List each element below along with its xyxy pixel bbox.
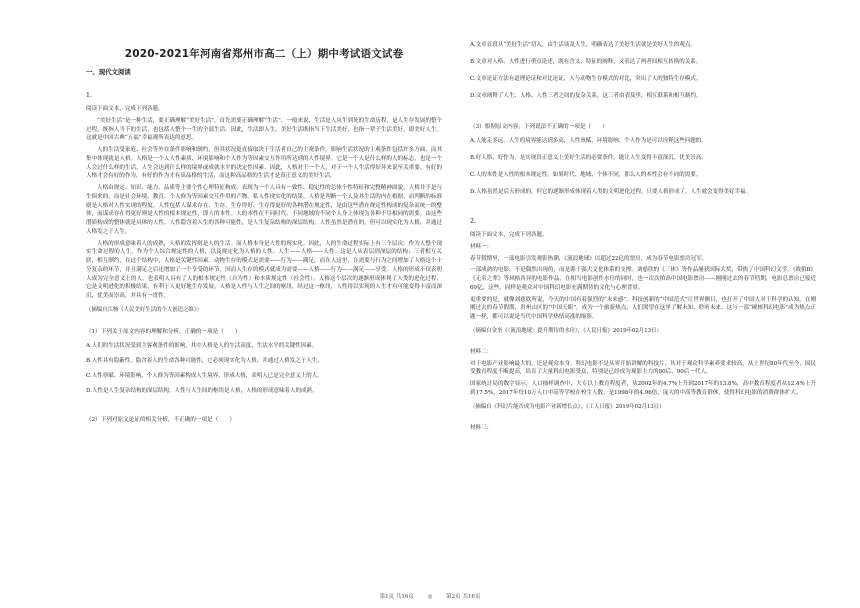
right-page [470,0,816,590]
question-number: 1. [86,92,92,99]
question-stem: （1）下列关于原文内容的理解和分析，正确的一项是（ ） [86,328,241,335]
material-label: 材料一： [470,243,493,250]
passage-paragraph: 人格由规定、知识、能力、品质等主要个性心理特征构成，表现为一个人具有一致性、稳定性的总体个性特征和完整精神面貌。人格并不是与生俱来的，而是社会环境、教育、个人修为等因素交互作用的产物。私人性现实化的结果。人格是判断一个人及其生活的内在根据，而判断的标准则是人格对人性实现的程度。人性包括人谋求存在、生存、生存得好、生存得更好的各种潜在规定性，是由这些潜在规定性构成的复杂而统一的整体，而谋求存在得更好则是人性的根本规定性，即人的本性。人的本性在不同时代、不同地域的不同个人身上体现为各种不尽相同的需要。由这些潜质构成的整体就是具体的人性。人性隐含着人生的各种可能性，是人生复杂结构的深层结构。人性虽然是潜在的，但可以现实化为人格，并通过人格发之于人生。 [86,185,442,235]
question-stem: （3）根据原文内容，下列说法不正确的一项是（ ） [470,124,608,130]
material-paragraph: 春节假期里，一部电影引发观影热潮，《流浪地球》以超过22亿的票房，成为春节电影票房冠军。 [470,255,708,262]
option-a[interactable]: A.人们的生活状况受到主客观条件的影响，其中人格是人的生活高度、生活水平的关键性因素。 [86,342,318,349]
option-a[interactable]: A.人能走多远，人生的境界能达到多高，人性禀赋、环境影响、个人作为是可以诠释这些问题的。 [470,138,707,144]
left-page [86,0,442,590]
material-label: 材料二： [470,348,493,355]
source-citation: （摘编自《科幻片能否成为电影产业新增长点》，《工人日报》2019年02月13日） [470,403,665,410]
passage-paragraph: 人的生活受家庭、社会等外在条件影响和制约，但其状况更直接取决于生活者自己的主观条件。影响生活状况的主观条件包括许多方面，而其集中体现就是人格。人格是一个人人性素质、环境影响和个人作为等因素交互作用所达到的人性境界。它是一个人是什么样的人的标志，也是一个人会过什么样的生活、人生会达到什么样的境界或成就水平的决定性因素。因此，人格对于一个人，对于一个人生活得好坏来说至关重要。有好的人格才会有好的作为，有好的作为才有高品格的生活，而这种高品格的生活才是真正意义的美好生活。 [86,147,442,180]
material-paragraph: 更重要的是，就像刘慈欣所说，今天的中国有着强烈的“未来感”。科技创新的“中国范式”让世界侧目，也打开了中国人对于科学的认知。在刚刚过去的春节假期，贵州山区的“中国天眼”，成为一个旅游热点，人们渴望在这里了解未知、聆听未来。这与一部“硬核科幻电影”成为热点正题一样，都可以说是当代中国科学热情高涨的缩影。 [470,296,816,320]
material-paragraph: 一部成熟的电影，不是偶然出现的，而是源于强大文化体系的支撑。刘慈欣的《三体》等作品屡获国际大奖，带热了中国科幻文学，《战狼Ⅱ》《无名之辈》等风格各异的电影作品，在相当电影创作水位的同时，也一次次拍高中国电影票房——刚刚过去的春节档期，电影总票房已接近60亿，这些，同样是观众对中国科幻电影充满期待的文化与心理背景。 [470,267,816,291]
instruction: 阅读下面文本，完成下列各题。 [470,232,548,238]
source-citation: （摘编自金奎《〈流浪地球〉提升期待的水位》，《人民日报》2019年02月13日） [470,327,662,334]
page-title: 2020-2021年河南省郑州市高二（上）期中考试语文试卷 [124,48,404,60]
instruction: 阅读下面文本，完成下列各题。 [86,106,164,112]
material-label: 材料三： [470,424,493,431]
page-number-left: 第1页 共16页 [379,594,414,600]
question-stem: （2）下列对原文论证的相关分析，不正确的一项是（ ） [86,416,235,423]
option-d[interactable]: D.人性是人生复杂结构的深层结构，人性与人生间的枢纽是人格，人格的形成意味着人的成熟。 [86,387,318,394]
binding-mark: ◎ [427,594,433,600]
option-d[interactable]: D.文章阐释了人生、人格、人性三者之间的复杂关系，这三者由表及里，相互联系和相互制约。 [470,93,702,99]
option-b[interactable]: B.文章对人格、人性进行重点论述，既有含义、特征的阐释，又表达了两者间相互转换的关系。 [470,59,702,65]
option-b[interactable]: B.好人格，好作为，是实现真正意义上美好生活的必要条件，能让人生变得丰富深沉、优美崇高。 [470,155,707,161]
material-paragraph: 对于电影产业影响最大的，还是观众本身。科幻电影不是从零开始讲解的科技片，其对于观众科学素养要求较高，从上世纪80年代至今，国民受教育程度不断提高，培育了大量科幻电影受众，特别是已经成为观影主力的80后、90后一代人。 [470,360,816,376]
source-citation: （摘编自江畅《人民美好生活的个人创造之维》） [86,306,202,313]
option-c[interactable]: C.人性禀赋、环境影响、个人修为等因素构成人生境界，形成人格，表明人已是完全意义上的人。 [86,372,323,379]
material-paragraph: 国家统计局的数字显示，人口抽样调查中，大专以上教育程度者，从2002年的4.7%上升到2017年的13.8%，高中教育程度者从12.4%上升到17.5%，2017年每10万人口中高等学校在校生人数，是1998年的4.96倍，庞大的中高等教育群体，使得科幻电影的消费群体扩大。 [470,381,816,396]
passage-paragraph: 人格的形成意味着人的成熟，人格的发挥则是人的生活。而人格本身是人性的现实化。因此，人的生命过程实际上有三个层次：作为人整个现实生命过程的人生，作为个人综合规定性的人格，以及规定化为人格的人性。人生——人格——人性：这是人从表层到深层的结构；三者相互关联，相互制约，在这个结构中，人格是关键性因素。动物生存的模式是需要——行为——满足，而在人这里，在需要与行为之间增加了人格这个十分复杂的环节，并且满足之后还增加了一个享受的环节。因而人生存的模式就成为需要——人格——行为——满足——享受。人格的形成不仅表明人成为完全意义上的人，也表明人具有了人的根本规定性（自为性）和本质规定性（社会性）。人格这个层次的逐渐形成体现了人类的进化过程，它是文明进化的积极结果，有利于人更好地生存发展。人格是人性与人生之间的枢纽，经过这一枢纽，人性得以实现的人生才有可能变得丰富而深沉、优美而崇高，并具有一贯性。 [86,240,442,299]
option-d[interactable]: D.人格虽然是后天形成的，但它的逐渐形成体现着人类的文明进化过程，只要人格形成了，人生就会变得美好幸福。 [470,189,751,195]
page-number-right: 第2页 共16页 [446,594,481,600]
question-number: 2. [470,218,476,225]
option-c[interactable]: C.人的本性是人性的根本规定性，如果时代、地域、个体不同，那么人的本性会有不同的需要。 [470,172,702,178]
passage-paragraph: “美好生活”是一种生活，要正确理解“美好生活”，首先需要正确理解“生活”。一般来说，生活是人从生到死的生命历程，是人生存发展的整个过程，既指人当下的生活，也包括人整个一生的全部生活。因此，生活即人生，美好生活既指当下生活美好，也指一辈子生活美好，即美好人生。这就是中国古典“五福”幸福观所表达的意思。 [86,117,442,142]
option-a[interactable]: A.文章首段从“美好生活”切入，由生活谈及人生，明确表达了美好生活就是美好人生的观点。 [470,42,696,48]
option-b[interactable]: B.人性具有隐蔽性，隐含着人的生命各种可能性，它必须现实化为人格，并通过人格发之于人生。 [86,357,323,364]
option-c[interactable]: C.文章论证方法有道理论证和对比论证，人与动物生存模式的对比，突出了人的独特生存模式。 [470,76,702,82]
section-heading: 一、现代文阅读 [86,68,131,76]
page-footer [0,592,860,600]
